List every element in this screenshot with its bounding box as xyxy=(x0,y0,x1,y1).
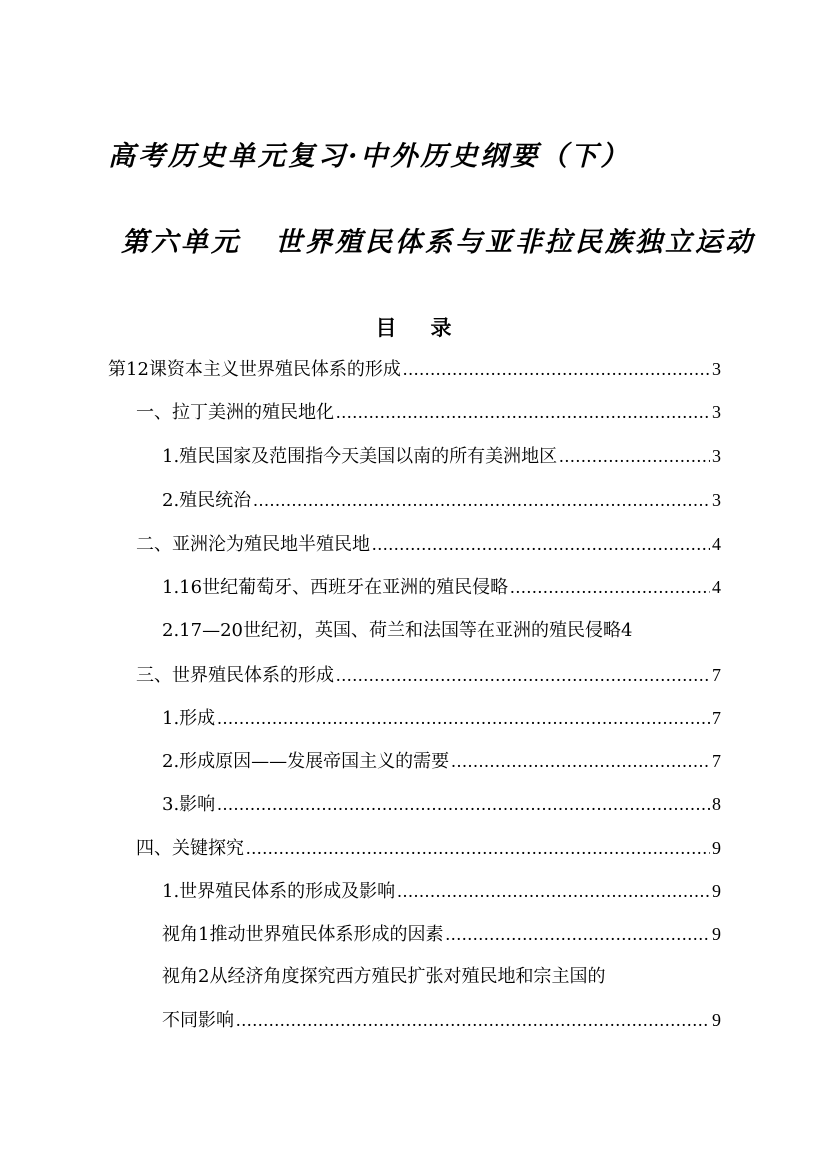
toc-entry-section-3-1[interactable] xyxy=(162,704,721,732)
toc-leader xyxy=(397,877,710,905)
toc-entry-section-1[interactable] xyxy=(136,398,721,426)
toc-entry-section-2-1[interactable] xyxy=(162,573,721,601)
toc-page-number: 8 xyxy=(712,794,721,814)
toc-leader xyxy=(372,530,710,558)
toc-entry-perspective-2-line-1[interactable]: 视角2从经济角度探究西方殖民扩张对殖民地和宗主国的 xyxy=(162,966,606,987)
toc-entry-text: 1.形成 xyxy=(162,708,216,729)
toc-page-number: 7 xyxy=(712,708,721,728)
toc-heading-left: 目 xyxy=(375,315,397,340)
toc-leader xyxy=(246,834,710,862)
toc-heading xyxy=(0,312,827,342)
toc-entry-perspective-1[interactable] xyxy=(162,920,721,948)
toc-entry-lesson-12[interactable] xyxy=(108,355,721,383)
toc-entry-text: 第12课资本主义世界殖民体系的形成 xyxy=(108,359,401,380)
toc-leader xyxy=(217,790,710,818)
toc-entry-text: 不同影响 xyxy=(162,1010,234,1031)
toc-leader xyxy=(559,442,710,470)
toc-page-number: 4 xyxy=(712,534,721,554)
toc-leader xyxy=(217,704,710,732)
toc-leader xyxy=(336,398,710,426)
unit-title: 世界殖民体系与亚非拉民族独立运动 xyxy=(275,227,755,258)
toc-page-number: 9 xyxy=(712,838,721,858)
toc-entry-text: 2.殖民统治 xyxy=(162,490,252,511)
document-title: 高考历史单元复习·中外历史纲要（下） xyxy=(108,141,631,172)
toc-page-number: 3 xyxy=(712,446,721,466)
toc-leader xyxy=(510,573,710,601)
toc-entry-text: 四、关键探究 xyxy=(136,838,244,859)
unit-heading xyxy=(121,220,755,259)
toc-page-number: 3 xyxy=(712,402,721,422)
toc-leader xyxy=(336,661,710,689)
toc-page-number: 7 xyxy=(712,751,721,771)
toc-page-number: 3 xyxy=(712,359,721,379)
toc-entry-perspective-2-line-2[interactable] xyxy=(162,1006,721,1034)
toc-entry-text: 1.世界殖民体系的形成及影响 xyxy=(162,881,396,902)
toc-entry-section-2[interactable] xyxy=(136,530,721,558)
toc-entry-text: 1.殖民国家及范围指今天美国以南的所有美洲地区 xyxy=(162,446,558,467)
toc-entry-section-3-3[interactable] xyxy=(162,790,721,818)
toc-entry-text: 三、世界殖民体系的形成 xyxy=(136,665,334,686)
toc-entry-section-4-1[interactable] xyxy=(162,877,721,905)
toc-entry-section-3[interactable] xyxy=(136,661,721,689)
unit-label: 第六单元 xyxy=(121,227,241,258)
toc-entry-text: 1.16世纪葡萄牙、西班牙在亚洲的殖民侵略 xyxy=(162,577,509,598)
toc-leader xyxy=(403,355,710,383)
toc-leader xyxy=(445,920,710,948)
toc-entry-section-3-2[interactable] xyxy=(162,747,721,775)
toc-entry-section-1-2[interactable] xyxy=(162,486,721,514)
toc-entry-text: 二、亚洲沦为殖民地半殖民地 xyxy=(136,534,370,555)
toc-entry-text: 视角1推动世界殖民体系形成的因素 xyxy=(162,924,444,945)
toc-page-number: 9 xyxy=(712,924,721,944)
toc-entry-text: 3.影响 xyxy=(162,794,216,815)
toc-page-number: 9 xyxy=(712,1010,721,1030)
toc-page-number: 9 xyxy=(712,881,721,901)
toc-entry-section-2-2[interactable]: 2.17—20世纪初，英国、荷兰和法国等在亚洲的殖民侵略4 xyxy=(162,620,633,641)
toc-page-number: 4 xyxy=(712,577,721,597)
toc-entry-section-1-1[interactable] xyxy=(162,442,721,470)
toc-heading-right: 录 xyxy=(430,315,452,340)
toc-leader xyxy=(253,486,710,514)
toc-page-number: 7 xyxy=(712,665,721,685)
toc-leader xyxy=(236,1006,710,1034)
toc-entry-section-4[interactable] xyxy=(136,834,721,862)
toc-entry-text: 2.形成原因——发展帝国主义的需要 xyxy=(162,751,450,772)
toc-leader xyxy=(451,747,710,775)
toc-page-number: 3 xyxy=(712,490,721,510)
toc-entry-text: 一、拉丁美洲的殖民地化 xyxy=(136,402,334,423)
